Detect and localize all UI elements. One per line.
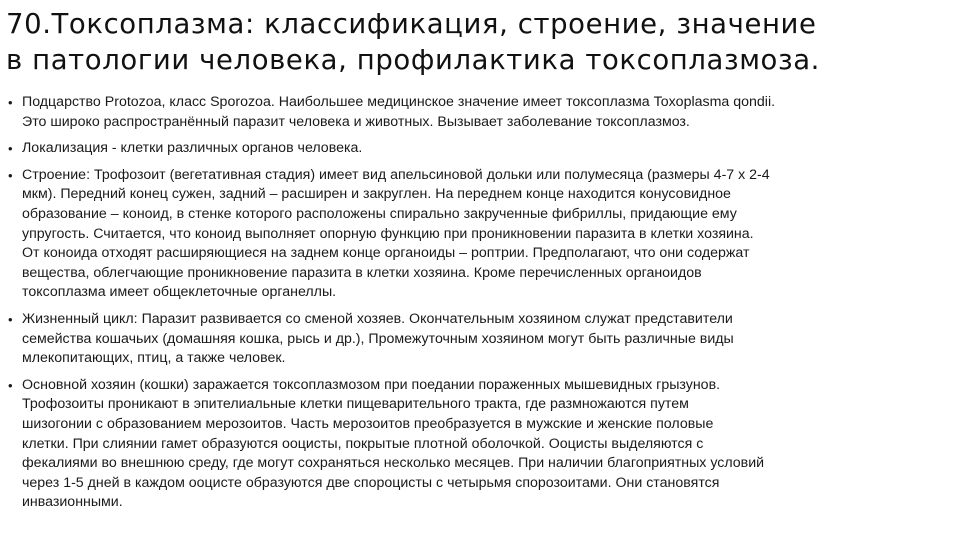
bullet-marker: •: [8, 141, 13, 157]
bullet-text-line: упругость. Считается, что коноид выполняет опорную функцию при проникновении паразита в клетки хозяина.: [22, 225, 754, 242]
bullet-text-line: мкм). Передний конец сужен, задний – расширен и закруглен. На переднем конце находится конусовидное: [22, 186, 731, 203]
bullet-text-line: инвазионными.: [22, 494, 123, 511]
bullet-marker: •: [8, 167, 13, 183]
bullet-text-line: Подцарство Protozoa, класс Sporozoa. Наибольшее медицинское значение имеет токсоплазма Toxoplasma qondii.: [22, 94, 776, 110]
slide-title-line-1: 70.Токсоплазма: классификация, строение, значение: [6, 8, 817, 40]
bullet-text-line: токсоплазма имеет общеклеточные органеллы.: [22, 284, 337, 301]
bullet-item: [8, 93, 952, 132]
bullet-text-line: Локализация - клетки различных органов человека.: [22, 140, 363, 157]
bullet-text-line: Трофозоиты проникают в эпителиальные клетки пищеварительного тракта, где размножаются путем: [22, 396, 689, 413]
bullet-marker: •: [8, 377, 13, 393]
bullet-text-line: клетки. При слиянии гамет образуются ооцисты, покрытые плотной оболочкой. Ооцисты выделяются с: [22, 435, 704, 452]
slide-title: [6, 6, 956, 78]
bullet-item: [8, 376, 952, 513]
bullet-text-line: От коноида отходят расширяющиеся на заднем конце органоиды – роптрии. Предполагают, что они содержат: [22, 245, 750, 262]
bullet-text-line: образование – коноид, в стенке которого расположены спирально закрученные фибриллы, придающие ему: [22, 205, 737, 222]
bullet-text-line: млекопитающих, птиц, а также человек.: [22, 350, 286, 367]
bullet-text-line: шизогонии с образованием мерозоитов. Часть мерозоитов преобразуется в мужские и женские половые: [22, 415, 714, 432]
bullet-text-line: Основной хозяин (кошки) заражается токсоплазмозом при поедании пораженных мышевидных грызунов.: [22, 376, 721, 393]
bullet-text-line: Жизненный цикл: Паразит развивается со сменой хозяев. Окончательным хозяином служат представители: [22, 310, 733, 327]
bullet-marker: •: [8, 95, 13, 110]
slide-title-line-2: в патологии человека, профилактика токсоплазмоза.: [6, 44, 820, 76]
bullet-text-line: семейства кошачьих (домашняя кошка, рысь и др.), Промежуточным хозяином могут быть различные виды: [22, 330, 734, 347]
bullet-text-line: вещества, облегчающие проникновение паразита в клетки хозяина. Кроме перечисленных органоидов: [22, 264, 702, 281]
bullet-text-line: Строение: Трофозоит (вегетативная стадия) имеет вид апельсиновой дольки или полумесяца (размеры 4-7 х 2-4: [22, 166, 770, 183]
bullet-item: [8, 166, 952, 303]
bullet-text-line: через 1-5 дней в каждом ооцисте образуются две спороцисты с четырьмя спорозоитами. Они становятся: [22, 474, 720, 491]
bullet-text-line: Это широко распространённый паразит человека и животных. Вызывает заболевание токсоплазмоз.: [22, 113, 690, 130]
bullet-list: [8, 93, 952, 520]
bullet-text-line: фекалиями во внешнюю среду, где могут сохраняться несколько месяцев. При наличии благоприятных условий: [22, 455, 765, 472]
bullet-marker: •: [8, 311, 13, 327]
bullet-item: [8, 139, 952, 159]
bullet-item: [8, 310, 952, 369]
